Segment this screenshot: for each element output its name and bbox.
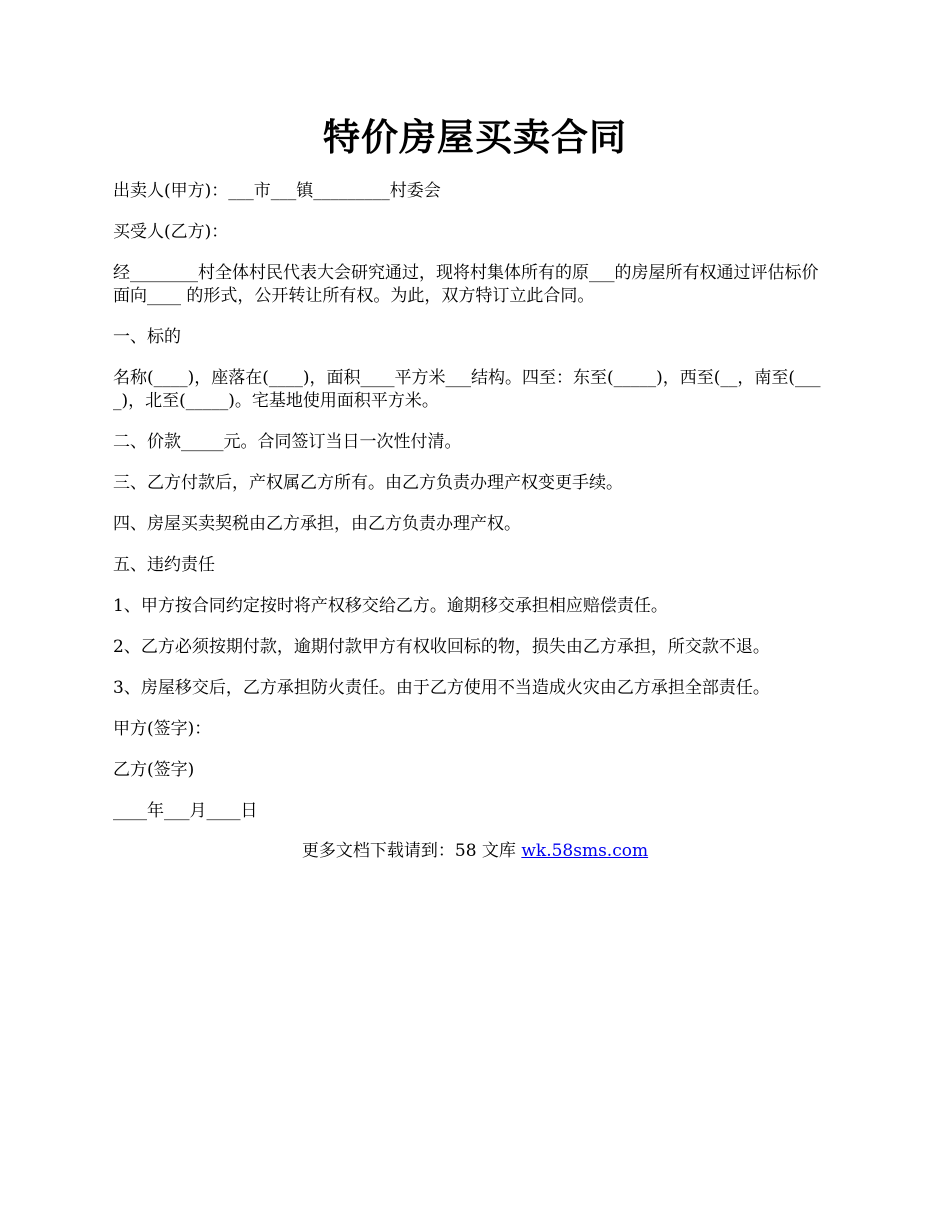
footer-prefix: 更多文档下载请到：58 文库 xyxy=(301,841,522,861)
document-title: 特价房屋买卖合同 xyxy=(323,115,627,159)
price-clause: 二、价款_____元。合同签订当日一次性付清。 xyxy=(113,432,462,452)
preamble-paragraph: 经________村全体村民代表大会研究通过，现将村集体所有的原___的房屋所有权通过评估标价面向____ 的形式，公开转让所有权。为此，双方特订立此合同。 xyxy=(113,263,819,306)
liability-item-3: 3、房屋移交后，乙方承担防火责任。由于乙方使用不当造成火灾由乙方承担全部责任。 xyxy=(113,678,770,698)
subject-details-paragraph: 名称(____)，座落在(____)，面积____平方米___结构。四至：东至(_____)，西至(__，南至(____)，北至(_____)。宅基地使用面积平方米。 xyxy=(113,368,821,411)
liability-item-1: 1、甲方按合同约定按时将产权移交给乙方。逾期移交承担相应赔偿责任。 xyxy=(113,596,668,616)
tax-clause: 四、房屋买卖契税由乙方承担，由乙方负责办理产权。 xyxy=(113,514,521,534)
liability-item-2: 2、乙方必须按期付款，逾期付款甲方有权收回标的物，损失由乙方承担，所交款不退。 xyxy=(113,637,770,657)
party-a-signature: 甲方(签字)： xyxy=(113,719,212,739)
ownership-clause: 三、乙方付款后，产权属乙方所有。由乙方负责办理产权变更手续。 xyxy=(113,473,623,493)
party-b-signature: 乙方(签字) xyxy=(113,760,195,780)
seller-line: 出卖人(甲方)：___市___镇_________村委会 xyxy=(113,181,441,201)
date-line: ____年___月____日 xyxy=(113,801,258,821)
download-footer xyxy=(0,840,950,863)
footer-link[interactable]: wk.58sms.com xyxy=(521,841,649,861)
document-body xyxy=(113,180,833,841)
section-heading-liability: 五、违约责任 xyxy=(113,555,215,575)
section-heading-subject: 一、标的 xyxy=(113,327,181,347)
buyer-line: 买受人(乙方)： xyxy=(113,222,229,242)
